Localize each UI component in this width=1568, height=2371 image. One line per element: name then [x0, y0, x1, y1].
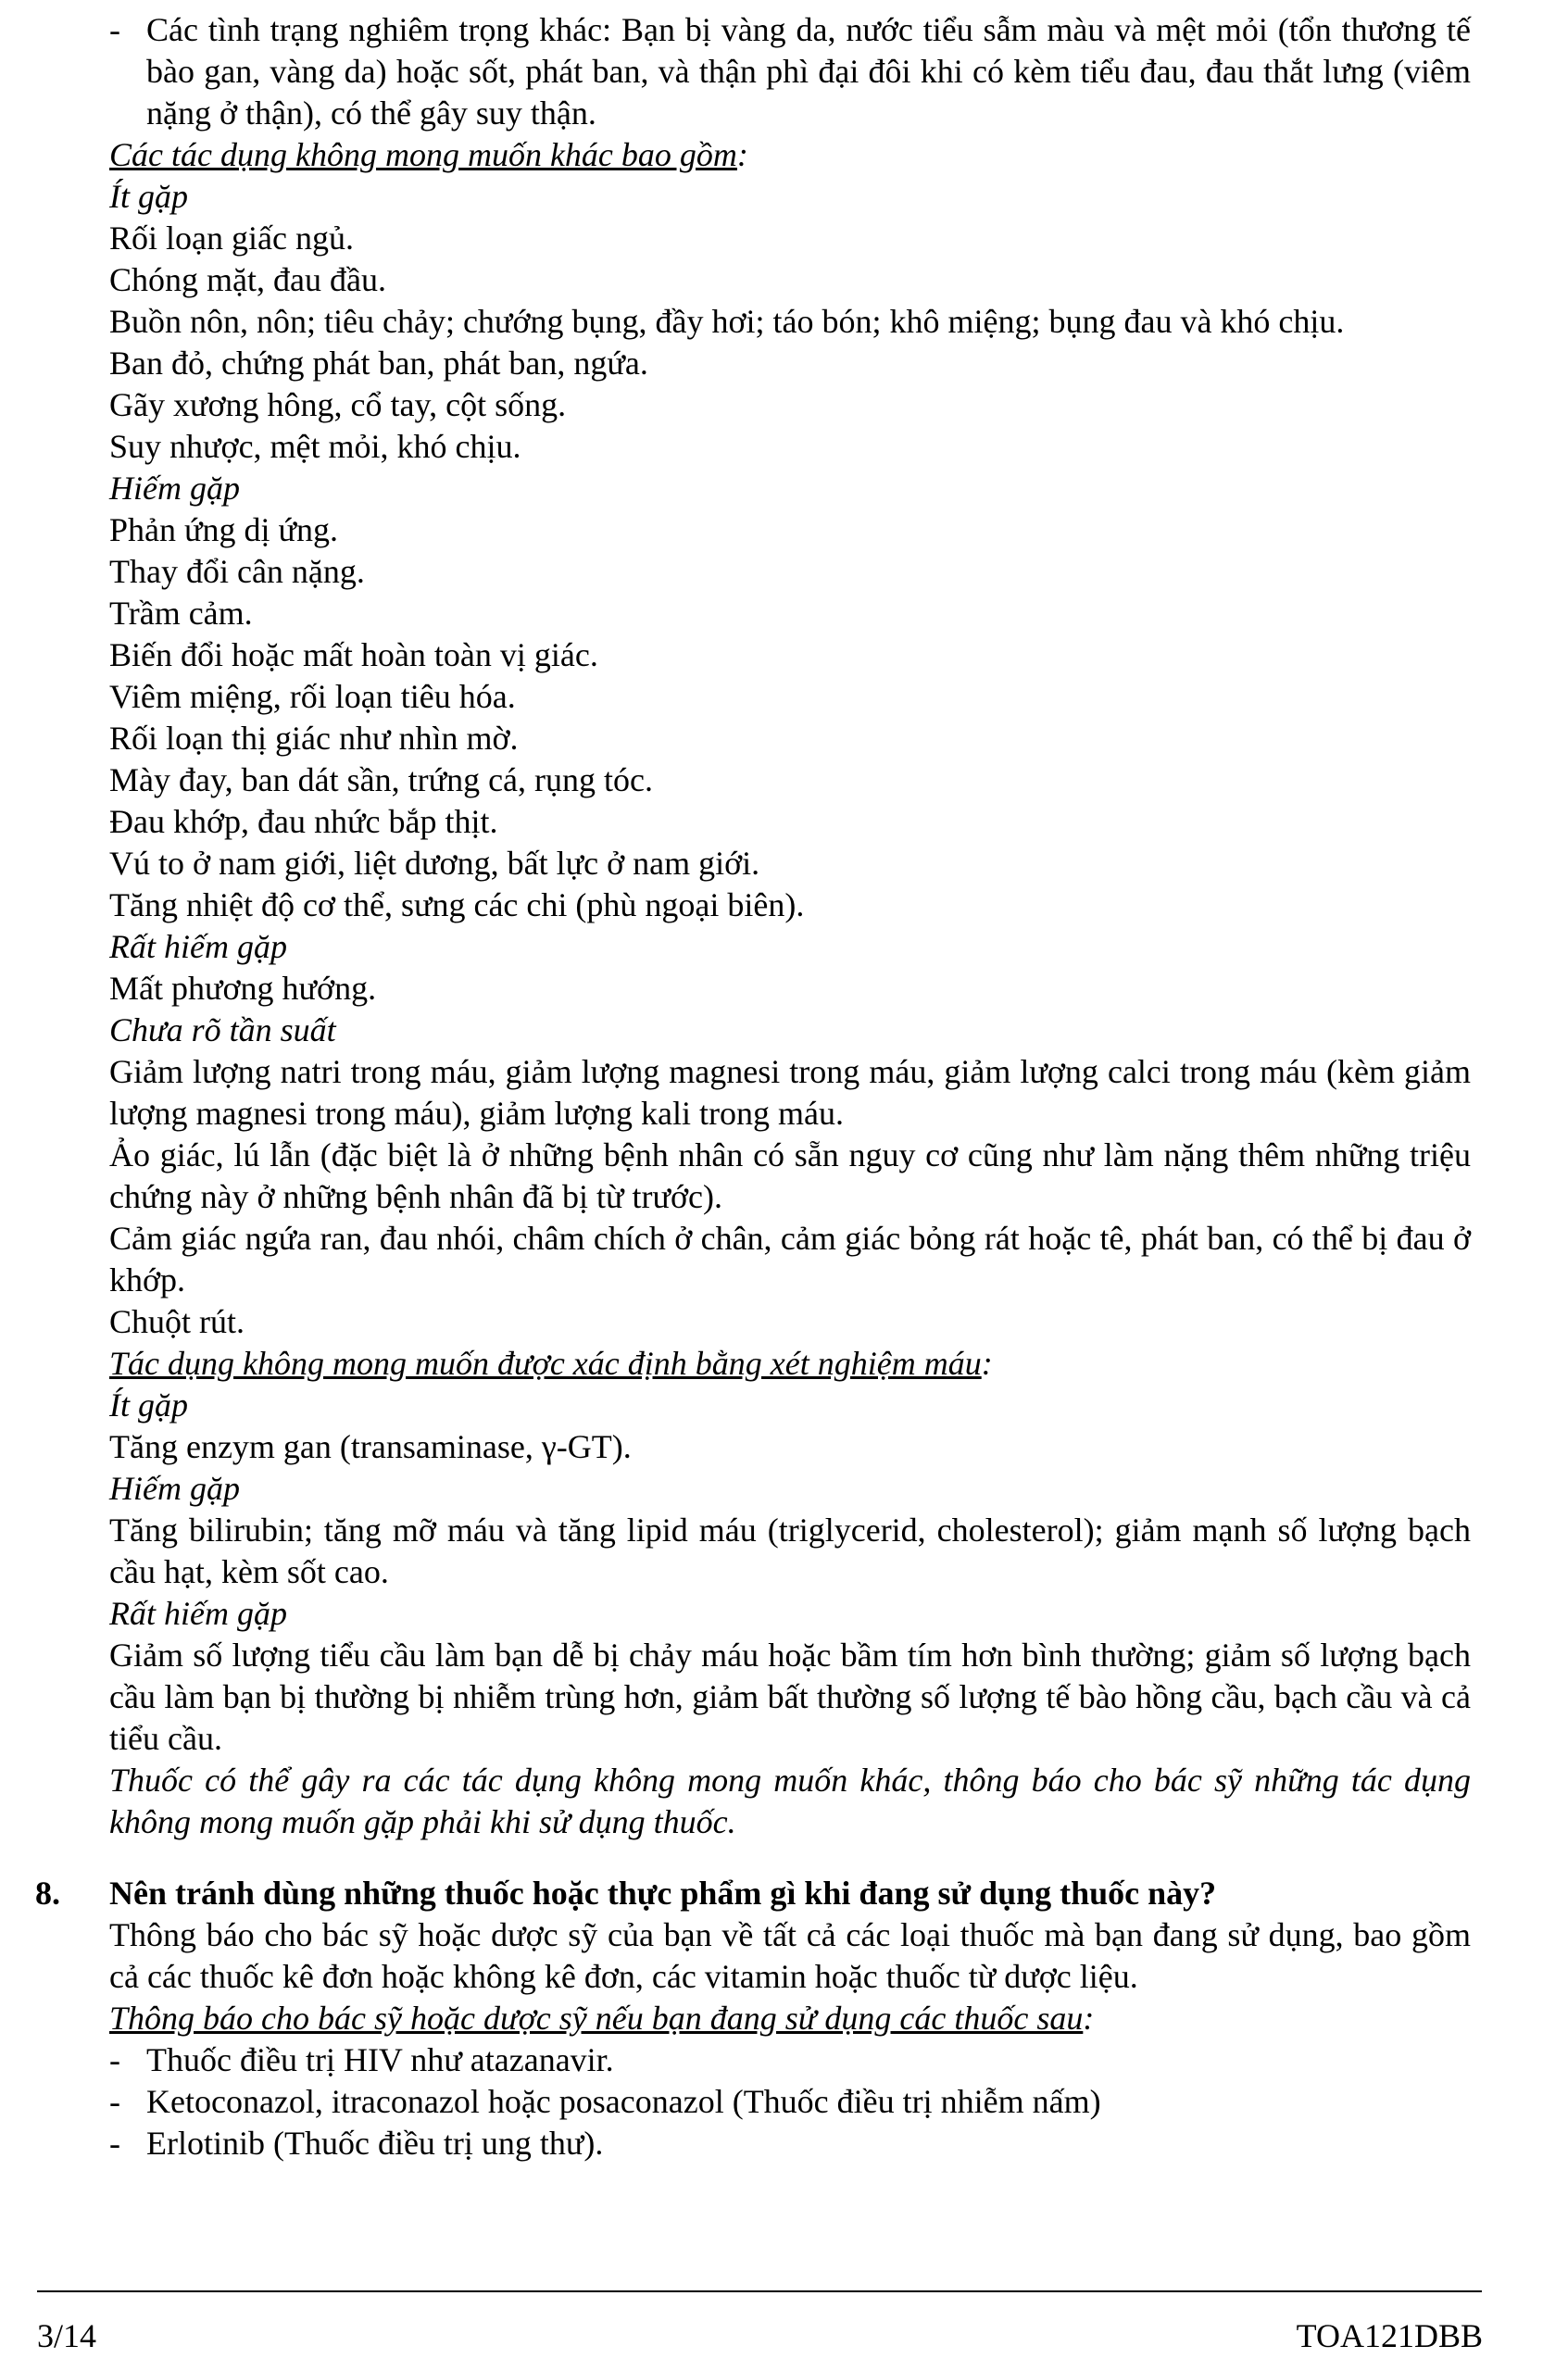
serious-effects-text: Các tình trạng nghiêm trọng khác: Bạn bị vàng da, nước tiểu sẫm màu và mệt mỏi (tổn thương tế bào gan, vàng da) hoặc sốt, phát ban, và thận phì đại đôi khi có kèm tiểu đau, đau thắt lưng (viêm nặng ở thận), có thể gây suy thận.: [146, 11, 1471, 132]
section-title: Nên tránh dùng những thuốc hoặc thực phẩm gì khi đang sử dụng thuốc này?: [109, 1875, 1217, 1912]
page-content: [35, 9, 1471, 2164]
effect-line: Đau khớp, đau nhức bắp thịt.: [109, 803, 498, 840]
effect-line: Ban đỏ, chứng phát ban, phát ban, ngứa.: [109, 345, 648, 382]
blood-uncommon-label: Ít gặp: [109, 1386, 188, 1424]
effect-line: Chóng mặt, đau đầu.: [109, 261, 386, 298]
effect-line: Ảo giác, lú lẫn (đặc biệt là ở những bệnh nhân có sẵn nguy cơ cũng như làm nặng thêm những triệu chứng này ở những bệnh nhân đã bị từ trước).: [109, 1136, 1471, 1215]
effect-line: Gãy xương hông, cổ tay, cột sống.: [109, 386, 567, 423]
blood-rare-label: Hiếm gặp: [109, 1470, 240, 1507]
effect-line: Suy nhược, mệt mỏi, khó chịu.: [109, 428, 521, 465]
effect-line: Giảm lượng natri trong máu, giảm lượng magnesi trong máu, giảm lượng calci trong máu (kèm giảm lượng magnesi trong máu), giảm lượng kali trong máu.: [109, 1053, 1471, 1132]
effect-line: Phản ứng dị ứng.: [109, 511, 339, 548]
bullet-dash: -: [109, 11, 120, 48]
effect-line: Tăng bilirubin; tăng mỡ máu và tăng lipid máu (triglycerid, cholesterol); giảm mạnh số lượng bạch cầu hạt, kèm sốt cao.: [109, 1512, 1471, 1590]
effect-line: Mày đay, ban dát sần, trứng cá, rụng tóc.: [109, 761, 654, 798]
other-effects-heading: Các tác dụng không mong muốn khác bao gồm:: [109, 136, 748, 173]
drug-item: - Thuốc điều trị HIV như atazanavir.: [109, 2039, 1471, 2081]
effect-line: Buồn nôn, nôn; tiêu chảy; chướng bụng, đầy hơi; táo bón; khô miệng; bụng đau và khó chịu.: [109, 303, 1345, 340]
section-8-heading: [35, 1873, 1471, 1914]
effect-line: Vú to ở nam giới, liệt dương, bất lực ở nam giới.: [109, 845, 760, 882]
closing-note: Thuốc có thể gây ra các tác dụng không mong muốn khác, thông báo cho bác sỹ những tác dụng không mong muốn gặp phải khi sử dụng thuốc.: [109, 1762, 1471, 1840]
effect-line: Cảm giác ngứa ran, đau nhói, châm chích ở chân, cảm giác bỏng rát hoặc tê, phát ban, có thể bị đau ở khớp.: [109, 1220, 1471, 1298]
blood-very-rare-label: Rất hiếm gặp: [109, 1595, 287, 1632]
effect-line: Tăng enzym gan (transaminase, γ-GT).: [109, 1428, 632, 1465]
freq-uncommon-label: Ít gặp: [109, 178, 188, 215]
section-8-intro: Thông báo cho bác sỹ hoặc dược sỹ của bạn về tất cả các loại thuốc mà bạn đang sử dụng, bao gồm cả các thuốc kê đơn hoặc không kê đơn, các vitamin hoặc thuốc từ dược liệu.: [109, 1916, 1471, 1995]
effect-line: Rối loạn giấc ngủ.: [109, 220, 354, 257]
bullet-item: [109, 9, 1471, 134]
bullet-dash: -: [109, 2125, 120, 2162]
effect-line: Tăng nhiệt độ cơ thể, sưng các chi (phù ngoại biên).: [109, 886, 805, 923]
effect-line: Rối loạn thị giác như nhìn mờ.: [109, 720, 519, 757]
effect-line: Thay đổi cân nặng.: [109, 553, 365, 590]
effect-line: Biến đổi hoặc mất hoàn toàn vị giác.: [109, 636, 598, 673]
page-number: 3/14: [37, 2317, 97, 2354]
section-number: 8.: [35, 1875, 60, 1912]
notify-heading: Thông báo cho bác sỹ hoặc dược sỹ nếu bạn đang sử dụng các thuốc sau:: [109, 2000, 1095, 2037]
effect-line: Mất phương hướng.: [109, 970, 377, 1007]
bullet-dash: -: [109, 2041, 120, 2078]
drug-item: - Erlotinib (Thuốc điều trị ung thư).: [109, 2123, 1471, 2164]
blood-effects-heading: Tác dụng không mong muốn được xác định bằng xét nghiệm máu:: [109, 1345, 993, 1382]
effect-line: Viêm miệng, rối loạn tiêu hóa.: [109, 678, 516, 715]
bullet-dash: -: [109, 2083, 120, 2120]
document-code: TOA121DBB: [1296, 2317, 1483, 2354]
drug-item: - Ketoconazol, itraconazol hoặc posaconazol (Thuốc điều trị nhiễm nấm): [109, 2081, 1471, 2123]
effect-line: Giảm số lượng tiểu cầu làm bạn dễ bị chảy máu hoặc bầm tím hơn bình thường; giảm số lượng bạch cầu làm bạn bị thường bị nhiễm trùng hơn, giảm bất thường số lượng tế bào hồng cầu, bạch cầu và cả tiểu cầu.: [109, 1637, 1471, 1757]
effect-line: Trầm cảm.: [109, 595, 253, 632]
freq-unknown-label: Chưa rõ tần suất: [109, 1011, 336, 1048]
freq-rare-label: Hiếm gặp: [109, 470, 240, 507]
freq-very-rare-label: Rất hiếm gặp: [109, 928, 287, 965]
footer-divider: [37, 2290, 1482, 2292]
effect-line: Chuột rút.: [109, 1303, 245, 1340]
